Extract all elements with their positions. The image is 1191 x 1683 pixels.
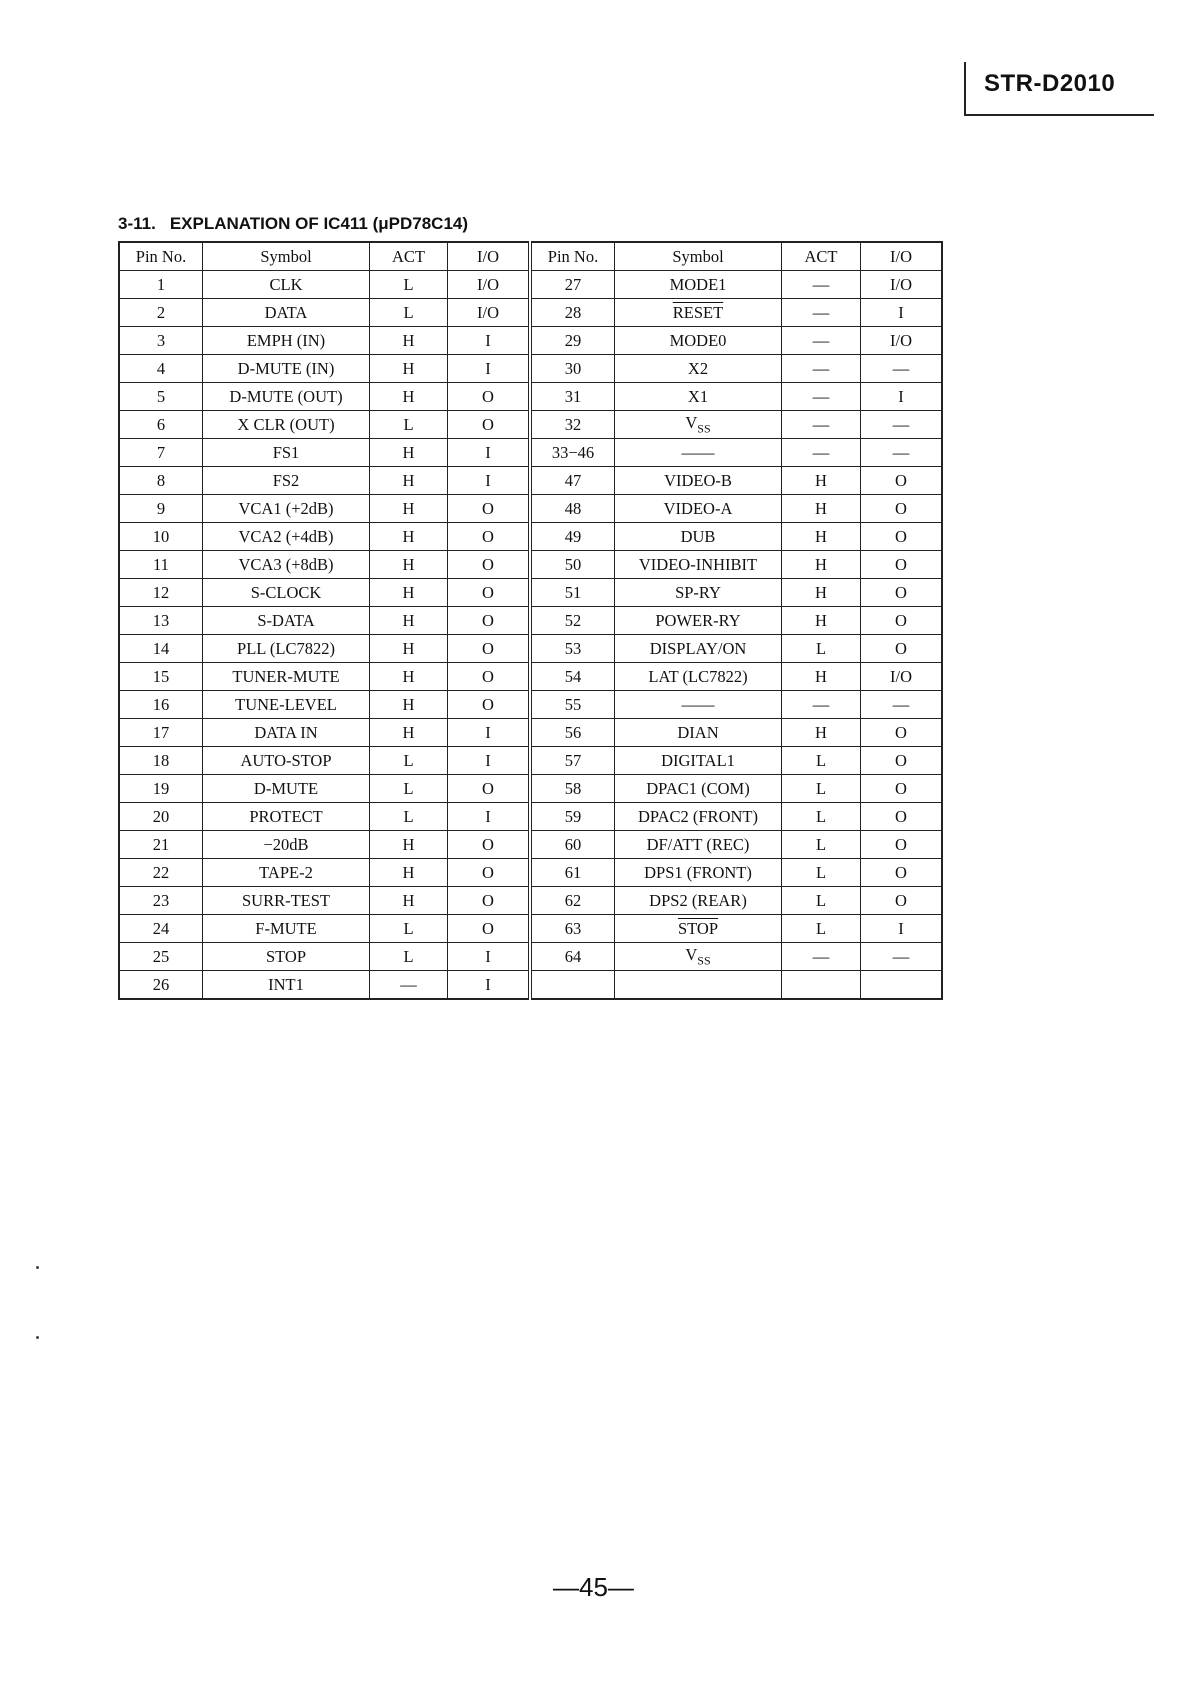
- io-cell: O: [448, 607, 531, 635]
- table-row: [119, 551, 942, 579]
- pin-cell: 22: [119, 859, 203, 887]
- table-row: [119, 943, 942, 971]
- symbol-cell: FS1: [203, 439, 370, 467]
- pin-cell: 49: [530, 523, 615, 551]
- io-cell: O: [861, 607, 943, 635]
- io-cell: I/O: [861, 663, 943, 691]
- io-cell: I: [448, 467, 531, 495]
- pin-cell: 52: [530, 607, 615, 635]
- symbol-cell: STOP: [615, 915, 782, 943]
- io-cell: I/O: [448, 299, 531, 327]
- io-cell: I: [861, 915, 943, 943]
- io-cell: I: [448, 971, 531, 1000]
- act-cell: —: [782, 327, 861, 355]
- pin-cell: 23: [119, 887, 203, 915]
- symbol-cell: DPAC2 (FRONT): [615, 803, 782, 831]
- io-cell: O: [861, 831, 943, 859]
- act-cell: H: [782, 467, 861, 495]
- io-cell: O: [448, 523, 531, 551]
- act-cell: H: [370, 523, 448, 551]
- symbol-cell: −20dB: [203, 831, 370, 859]
- model-name: STR-D2010: [984, 70, 1116, 97]
- table-row: [119, 495, 942, 523]
- io-cell: I: [448, 747, 531, 775]
- io-cell: O: [861, 859, 943, 887]
- col-header-symbol-2: Symbol: [615, 242, 782, 271]
- pin-cell: 30: [530, 355, 615, 383]
- pin-cell: 7: [119, 439, 203, 467]
- act-cell: —: [782, 691, 861, 719]
- act-cell: H: [370, 383, 448, 411]
- act-cell: H: [370, 551, 448, 579]
- pin-cell: 17: [119, 719, 203, 747]
- io-cell: O: [448, 579, 531, 607]
- section-title: [118, 214, 468, 234]
- symbol-cell: ——: [615, 691, 782, 719]
- act-cell: —: [782, 355, 861, 383]
- io-cell: [861, 971, 943, 1000]
- act-cell: H: [370, 859, 448, 887]
- table-row: [119, 467, 942, 495]
- act-cell: L: [782, 803, 861, 831]
- symbol-cell: TAPE-2: [203, 859, 370, 887]
- col-header-io-2: I/O: [861, 242, 943, 271]
- io-cell: I/O: [448, 271, 531, 299]
- pin-cell: 1: [119, 271, 203, 299]
- io-cell: O: [861, 523, 943, 551]
- table-row: [119, 915, 942, 943]
- symbol-cell: EMPH (IN): [203, 327, 370, 355]
- act-cell: H: [370, 327, 448, 355]
- act-cell: H: [782, 607, 861, 635]
- table-row: [119, 719, 942, 747]
- pin-cell: 32: [530, 411, 615, 439]
- act-cell: L: [782, 775, 861, 803]
- io-cell: O: [861, 719, 943, 747]
- table-row: [119, 355, 942, 383]
- table-row: [119, 831, 942, 859]
- io-cell: O: [448, 915, 531, 943]
- pin-cell: 55: [530, 691, 615, 719]
- pin-cell: 47: [530, 467, 615, 495]
- pin-cell: 12: [119, 579, 203, 607]
- act-cell: H: [370, 635, 448, 663]
- symbol-cell: D-MUTE: [203, 775, 370, 803]
- io-cell: I/O: [861, 327, 943, 355]
- pin-cell: 11: [119, 551, 203, 579]
- symbol-cell: DPS2 (REAR): [615, 887, 782, 915]
- symbol-cell: AUTO-STOP: [203, 747, 370, 775]
- symbol-cell: MODE0: [615, 327, 782, 355]
- symbol-cell: $V_{SS}$: [615, 943, 782, 971]
- act-cell: L: [782, 747, 861, 775]
- table-row: [119, 327, 942, 355]
- io-cell: —: [861, 691, 943, 719]
- io-cell: O: [861, 467, 943, 495]
- io-cell: O: [861, 887, 943, 915]
- io-cell: O: [448, 859, 531, 887]
- table-row: [119, 971, 942, 1000]
- pin-cell: 33−46: [530, 439, 615, 467]
- act-cell: L: [782, 859, 861, 887]
- symbol-cell: SP-RY: [615, 579, 782, 607]
- symbol-cell: STOP: [203, 943, 370, 971]
- symbol-cell: DPAC1 (COM): [615, 775, 782, 803]
- pin-cell: 21: [119, 831, 203, 859]
- pin-cell: 13: [119, 607, 203, 635]
- symbol-cell: DIAN: [615, 719, 782, 747]
- io-cell: O: [861, 495, 943, 523]
- symbol-cell: DUB: [615, 523, 782, 551]
- act-cell: L: [782, 915, 861, 943]
- act-cell: L: [782, 831, 861, 859]
- act-cell: —: [782, 383, 861, 411]
- pin-cell: 28: [530, 299, 615, 327]
- table-row: [119, 803, 942, 831]
- act-cell: L: [782, 887, 861, 915]
- act-cell: H: [370, 719, 448, 747]
- io-cell: O: [448, 691, 531, 719]
- table-row: [119, 411, 942, 439]
- io-cell: O: [861, 551, 943, 579]
- pin-cell: [530, 971, 615, 1000]
- act-cell: L: [370, 775, 448, 803]
- io-cell: O: [448, 663, 531, 691]
- pin-cell: 59: [530, 803, 615, 831]
- io-cell: O: [448, 495, 531, 523]
- table-row: [119, 523, 942, 551]
- symbol-cell: LAT (LC7822): [615, 663, 782, 691]
- io-cell: I: [448, 355, 531, 383]
- pin-cell: 61: [530, 859, 615, 887]
- symbol-cell: VIDEO-B: [615, 467, 782, 495]
- act-cell: H: [782, 719, 861, 747]
- symbol-cell: VIDEO-INHIBIT: [615, 551, 782, 579]
- io-cell: O: [448, 383, 531, 411]
- pin-cell: 60: [530, 831, 615, 859]
- table-row: [119, 663, 942, 691]
- pin-cell: 48: [530, 495, 615, 523]
- io-cell: I: [448, 803, 531, 831]
- symbol-cell: RESET: [615, 299, 782, 327]
- symbol-cell: X2: [615, 355, 782, 383]
- table-row: [119, 607, 942, 635]
- symbol-cell: MODE1: [615, 271, 782, 299]
- symbol-cell: VCA2 (+4dB): [203, 523, 370, 551]
- symbol-cell: DPS1 (FRONT): [615, 859, 782, 887]
- pin-cell: 15: [119, 663, 203, 691]
- pin-cell: 25: [119, 943, 203, 971]
- io-cell: I: [861, 299, 943, 327]
- pin-cell: 3: [119, 327, 203, 355]
- pin-table: [118, 241, 943, 1000]
- pin-cell: 31: [530, 383, 615, 411]
- act-cell: H: [782, 523, 861, 551]
- section-heading: EXPLANATION OF IC411 (μPD78C14): [169, 214, 469, 233]
- symbol-cell: PROTECT: [203, 803, 370, 831]
- symbol-cell: F-MUTE: [203, 915, 370, 943]
- pin-cell: 16: [119, 691, 203, 719]
- io-cell: O: [448, 887, 531, 915]
- io-cell: I: [861, 383, 943, 411]
- page-number: —45—: [553, 1572, 634, 1602]
- pin-cell: 14: [119, 635, 203, 663]
- symbol-cell: TUNE-LEVEL: [203, 691, 370, 719]
- io-cell: O: [448, 411, 531, 439]
- table-row: [119, 887, 942, 915]
- pin-cell: 58: [530, 775, 615, 803]
- col-header-pin-2: Pin No.: [530, 242, 615, 271]
- pin-cell: 4: [119, 355, 203, 383]
- symbol-cell: S-DATA: [203, 607, 370, 635]
- symbol-cell: X1: [615, 383, 782, 411]
- symbol-cell: DATA: [203, 299, 370, 327]
- pin-cell: 9: [119, 495, 203, 523]
- io-cell: I: [448, 327, 531, 355]
- pin-cell: 24: [119, 915, 203, 943]
- act-cell: H: [370, 579, 448, 607]
- io-cell: —: [861, 355, 943, 383]
- act-cell: H: [370, 691, 448, 719]
- io-cell: —: [861, 943, 943, 971]
- symbol-cell: [615, 971, 782, 1000]
- scan-speck: [36, 1336, 39, 1339]
- pin-table-container: [118, 241, 943, 1000]
- symbol-cell: DATA IN: [203, 719, 370, 747]
- col-header-act: ACT: [370, 242, 448, 271]
- pin-cell: 27: [530, 271, 615, 299]
- io-cell: O: [861, 747, 943, 775]
- table-row: [119, 775, 942, 803]
- symbol-cell: S-CLOCK: [203, 579, 370, 607]
- table-body: [119, 271, 942, 1000]
- io-cell: —: [861, 411, 943, 439]
- pin-cell: 5: [119, 383, 203, 411]
- symbol-cell: PLL (LC7822): [203, 635, 370, 663]
- act-cell: H: [782, 579, 861, 607]
- symbol-cell: VCA1 (+2dB): [203, 495, 370, 523]
- symbol-cell: FS2: [203, 467, 370, 495]
- symbol-cell: DISPLAY/ON: [615, 635, 782, 663]
- io-cell: O: [448, 551, 531, 579]
- col-header-act-2: ACT: [782, 242, 861, 271]
- act-cell: L: [370, 915, 448, 943]
- pin-cell: 2: [119, 299, 203, 327]
- pin-cell: 57: [530, 747, 615, 775]
- symbol-cell: DIGITAL1: [615, 747, 782, 775]
- table-row: [119, 747, 942, 775]
- table-row: [119, 859, 942, 887]
- section-number: 3-11.: [118, 214, 156, 233]
- act-cell: —: [782, 943, 861, 971]
- pin-cell: 6: [119, 411, 203, 439]
- act-cell: L: [370, 299, 448, 327]
- symbol-cell: SURR-TEST: [203, 887, 370, 915]
- pin-cell: 10: [119, 523, 203, 551]
- col-header-pin: Pin No.: [119, 242, 203, 271]
- act-cell: H: [370, 663, 448, 691]
- act-cell: —: [782, 411, 861, 439]
- act-cell: —: [782, 439, 861, 467]
- io-cell: I: [448, 943, 531, 971]
- io-cell: I: [448, 719, 531, 747]
- act-cell: L: [782, 635, 861, 663]
- act-cell: H: [370, 607, 448, 635]
- pin-cell: 20: [119, 803, 203, 831]
- pin-cell: 19: [119, 775, 203, 803]
- table-row: [119, 691, 942, 719]
- symbol-cell: D-MUTE (IN): [203, 355, 370, 383]
- io-cell: —: [861, 439, 943, 467]
- act-cell: H: [370, 467, 448, 495]
- symbol-cell: TUNER-MUTE: [203, 663, 370, 691]
- table-header-row: [119, 242, 942, 271]
- pin-cell: 63: [530, 915, 615, 943]
- scan-speck: [36, 1266, 39, 1269]
- pin-cell: 26: [119, 971, 203, 1000]
- io-cell: I: [448, 439, 531, 467]
- symbol-cell: D-MUTE (OUT): [203, 383, 370, 411]
- pin-cell: 8: [119, 467, 203, 495]
- table-row: [119, 299, 942, 327]
- pin-cell: 29: [530, 327, 615, 355]
- col-header-symbol: Symbol: [203, 242, 370, 271]
- pin-cell: 54: [530, 663, 615, 691]
- pin-cell: 50: [530, 551, 615, 579]
- symbol-cell: $V_{SS}$: [615, 411, 782, 439]
- act-cell: H: [782, 495, 861, 523]
- io-cell: O: [448, 775, 531, 803]
- symbol-cell: VIDEO-A: [615, 495, 782, 523]
- pin-cell: 18: [119, 747, 203, 775]
- act-cell: —: [782, 271, 861, 299]
- symbol-cell: CLK: [203, 271, 370, 299]
- act-cell: H: [370, 831, 448, 859]
- symbol-cell: POWER-RY: [615, 607, 782, 635]
- symbol-cell: X CLR (OUT): [203, 411, 370, 439]
- pin-cell: 62: [530, 887, 615, 915]
- act-cell: H: [370, 439, 448, 467]
- act-cell: H: [370, 495, 448, 523]
- pin-cell: 51: [530, 579, 615, 607]
- symbol-cell: INT1: [203, 971, 370, 1000]
- table-row: [119, 579, 942, 607]
- table-row: [119, 271, 942, 299]
- io-cell: O: [861, 579, 943, 607]
- act-cell: L: [370, 747, 448, 775]
- act-cell: —: [370, 971, 448, 1000]
- col-header-io: I/O: [448, 242, 531, 271]
- table-row: [119, 439, 942, 467]
- symbol-cell: VCA3 (+8dB): [203, 551, 370, 579]
- symbol-cell: DF/ATT (REC): [615, 831, 782, 859]
- act-cell: L: [370, 271, 448, 299]
- pin-cell: 56: [530, 719, 615, 747]
- act-cell: H: [782, 551, 861, 579]
- act-cell: H: [370, 355, 448, 383]
- table-row: [119, 635, 942, 663]
- io-cell: O: [861, 775, 943, 803]
- act-cell: —: [782, 299, 861, 327]
- io-cell: O: [448, 831, 531, 859]
- act-cell: L: [370, 411, 448, 439]
- io-cell: O: [861, 635, 943, 663]
- pin-cell: 64: [530, 943, 615, 971]
- pin-cell: 53: [530, 635, 615, 663]
- table-row: [119, 383, 942, 411]
- act-cell: H: [782, 663, 861, 691]
- symbol-cell: ——: [615, 439, 782, 467]
- io-cell: O: [448, 635, 531, 663]
- model-header-box: [964, 62, 1154, 116]
- act-cell: [782, 971, 861, 1000]
- act-cell: H: [370, 887, 448, 915]
- io-cell: I/O: [861, 271, 943, 299]
- act-cell: L: [370, 943, 448, 971]
- io-cell: O: [861, 803, 943, 831]
- act-cell: L: [370, 803, 448, 831]
